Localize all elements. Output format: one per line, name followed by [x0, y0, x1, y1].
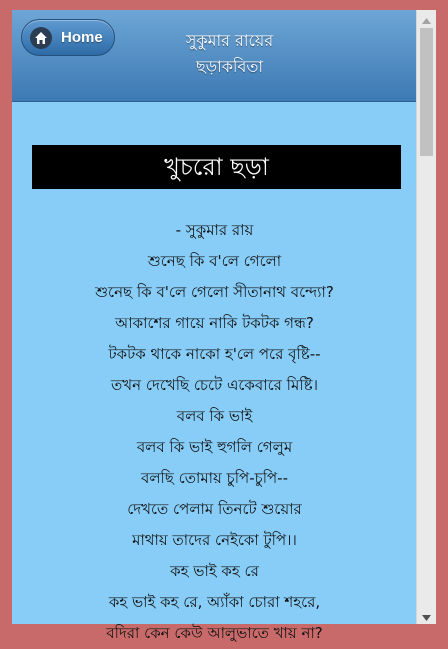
- poem-line: শুনেছ কি ব'লে গেলো: [147, 252, 282, 270]
- poem-line: টকটক থাকে নাকো হ'লে পরে বৃষ্টি--: [108, 345, 321, 363]
- scroll-down-button[interactable]: [417, 607, 436, 624]
- scroll-up-button[interactable]: [417, 10, 436, 27]
- poem-line: মাথায় তাদের নেইকো টুপি।।: [132, 531, 297, 549]
- poem-body: [12, 215, 417, 649]
- home-button-label: Home: [61, 29, 103, 46]
- home-icon: [30, 27, 52, 49]
- page-title: [122, 28, 337, 80]
- poem-line: কহ ভাই কহ রে, অ্যাঁকা চোরা শহরে,: [108, 593, 321, 611]
- arrow-up-icon: [422, 9, 431, 28]
- poem-author: - সুকুমার রায়: [175, 221, 254, 239]
- app-viewport: [12, 10, 436, 642]
- arrow-down-icon: [422, 606, 431, 625]
- poem-title: খুচরো ছড়া: [32, 145, 401, 189]
- poem-line: কহ ভাই কহ রে: [170, 562, 259, 580]
- poem-line: শুনেছ কি ব'লে গেলো সীতানাথ বন্দ্যো?: [95, 283, 334, 301]
- poem-line: বলব কি ভাই: [176, 407, 253, 425]
- poem-line: বদিরা কেন কেউ আলুভাতে খায় না?: [106, 624, 323, 642]
- home-button[interactable]: [21, 19, 115, 56]
- poem-line: আকাশের গায়ে নাকি টকটক গন্ধ?: [115, 314, 314, 332]
- poem-line: দেখতে পেলাম তিনটে শুয়োর: [127, 500, 302, 518]
- poem-line: বলছি তোমায় চুপি-চুপি--: [140, 469, 289, 487]
- page-title-line-2: ছড়াকবিতা: [195, 57, 264, 76]
- main-content: [12, 102, 417, 642]
- scrollbar-thumb[interactable]: [420, 28, 433, 156]
- vertical-scrollbar[interactable]: [416, 10, 436, 624]
- header-bar: [12, 10, 417, 102]
- poem-line: তখন দেখেছি চেটে একেবারে মিষ্টি।: [111, 376, 318, 394]
- page-title-line-1: সুকুমার রায়ের: [185, 31, 274, 50]
- poem-line: বলব কি ভাই হুগলি গেলুম: [136, 438, 293, 456]
